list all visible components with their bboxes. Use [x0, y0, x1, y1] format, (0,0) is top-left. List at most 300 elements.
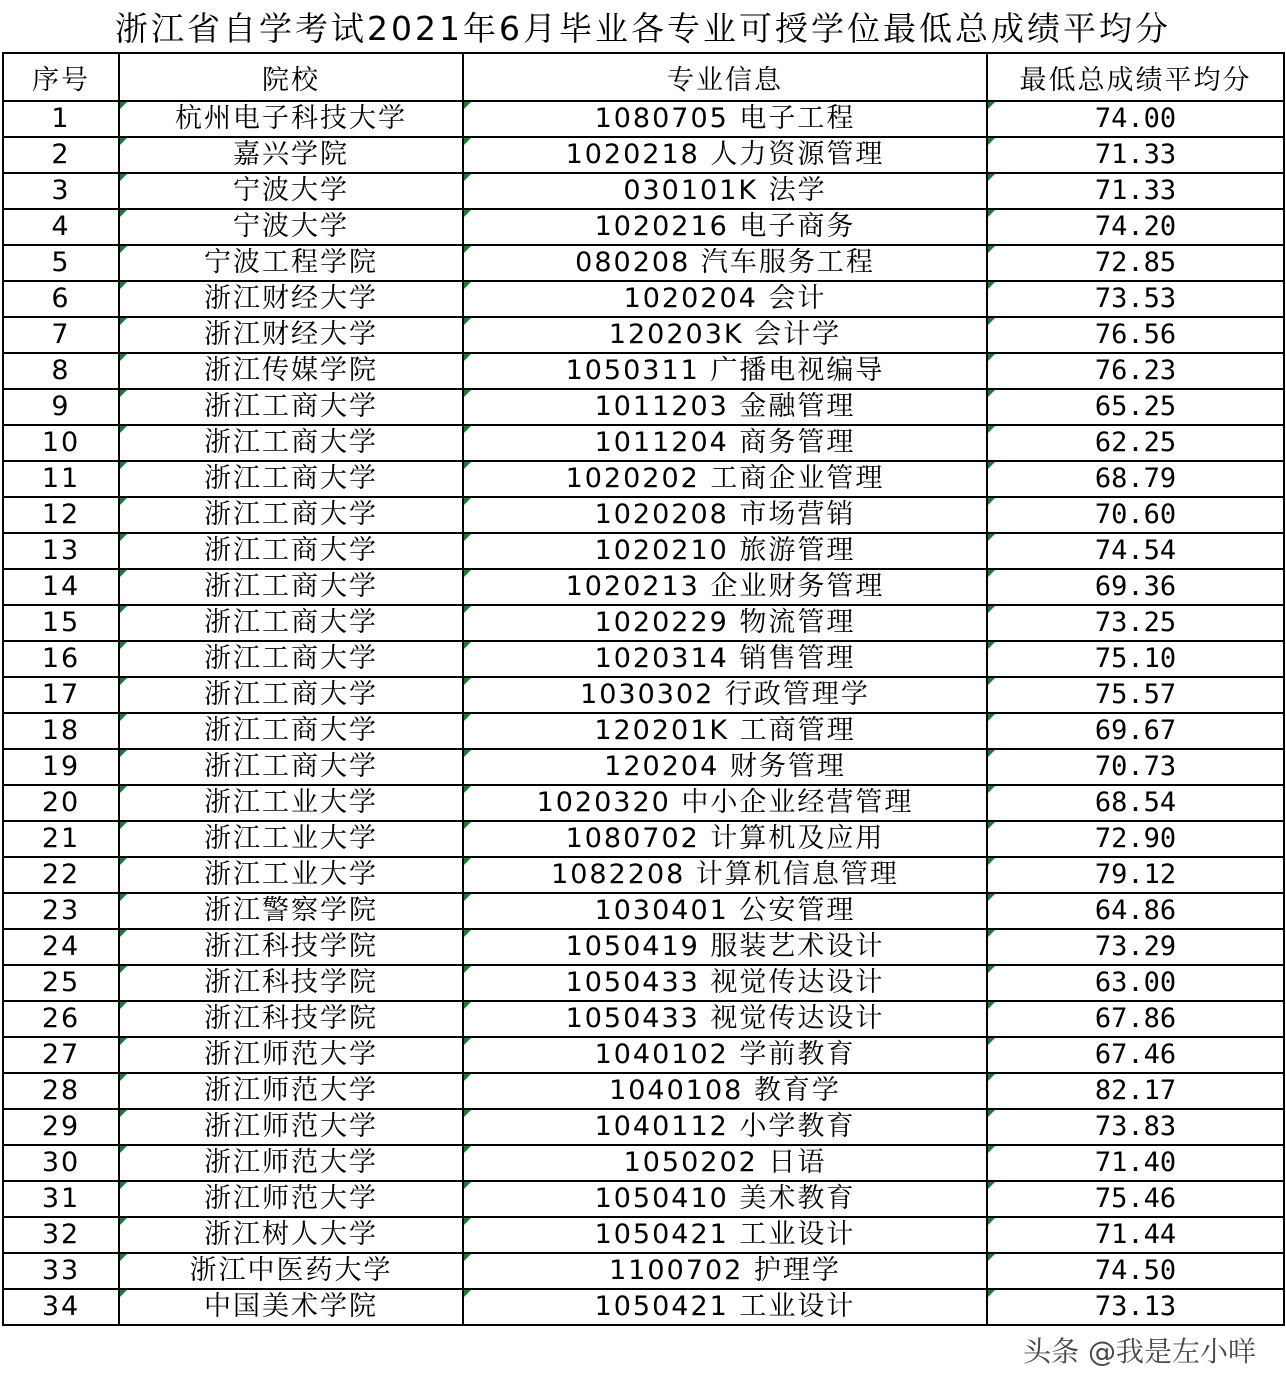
cell-major	[463, 389, 987, 425]
cell-marker	[464, 894, 471, 901]
cell-score-text: 74.00	[1094, 103, 1177, 134]
cell-school	[119, 569, 463, 605]
cell-marker	[120, 462, 127, 469]
cell-marker	[464, 102, 471, 109]
cell-school	[119, 641, 463, 677]
cell-score-text: 69.67	[1094, 715, 1177, 746]
cell-score-text: 73.53	[1094, 283, 1177, 314]
cell-index: 24	[3, 929, 119, 965]
table-row	[3, 749, 1284, 785]
cell-school-text: 浙江树人大学	[204, 1219, 378, 1250]
cell-marker	[988, 1182, 995, 1189]
cell-school	[119, 1073, 463, 1109]
cell-school-text: 浙江工商大学	[204, 643, 378, 674]
cell-major-text: 1040112 小学教育	[594, 1111, 856, 1142]
cell-index: 20	[3, 785, 119, 821]
cell-index: 23	[3, 893, 119, 929]
table-row	[3, 1253, 1284, 1289]
cell-index: 34	[3, 1289, 119, 1325]
cell-score	[987, 137, 1284, 173]
cell-major	[463, 281, 987, 317]
cell-school-text: 浙江师范大学	[204, 1111, 378, 1142]
cell-major-text: 080208 汽车服务工程	[575, 247, 875, 278]
cell-marker	[464, 1290, 471, 1297]
table-row	[3, 893, 1284, 929]
cell-score-text: 74.20	[1094, 211, 1177, 242]
cell-major-text: 1050421 工业设计	[594, 1291, 856, 1322]
cell-major-text: 1020216 电子商务	[594, 211, 856, 242]
cell-score-text: 62.25	[1094, 427, 1177, 458]
cell-major	[463, 245, 987, 281]
cell-marker	[464, 282, 471, 289]
cell-marker	[464, 1218, 471, 1225]
cell-marker	[120, 714, 127, 721]
table-row	[3, 1289, 1284, 1325]
cell-major	[463, 857, 987, 893]
cell-marker	[120, 534, 127, 541]
cell-score	[987, 929, 1284, 965]
cell-index: 21	[3, 821, 119, 857]
cell-school	[119, 425, 463, 461]
cell-marker	[988, 858, 995, 865]
cell-school-text: 浙江工商大学	[204, 607, 378, 638]
table-row	[3, 641, 1284, 677]
cell-school-text: 浙江师范大学	[204, 1039, 378, 1070]
cell-index: 30	[3, 1145, 119, 1181]
page-title: 浙江省自学考试2021年6月毕业各专业可授学位最低总成绩平均分	[115, 8, 1171, 48]
cell-major-text: 1020218 人力资源管理	[565, 139, 885, 170]
cell-score	[987, 425, 1284, 461]
cell-index: 8	[3, 353, 119, 389]
cell-marker	[120, 570, 127, 577]
table-row	[3, 821, 1284, 857]
cell-marker	[464, 966, 471, 973]
cell-school-text: 浙江工商大学	[204, 391, 378, 422]
cell-school	[119, 137, 463, 173]
cell-marker	[120, 750, 127, 757]
cell-score	[987, 821, 1284, 857]
cell-major-text: 1050433 视觉传达设计	[565, 1003, 885, 1034]
cell-major	[463, 677, 987, 713]
table-row	[3, 569, 1284, 605]
cell-major	[463, 497, 987, 533]
cell-marker	[120, 1038, 127, 1045]
cell-major-text: 1011204 商务管理	[594, 427, 856, 458]
cell-score-text: 70.73	[1094, 751, 1177, 782]
cell-marker	[464, 210, 471, 217]
cell-school-text: 中国美术学院	[204, 1291, 378, 1322]
cell-score	[987, 1145, 1284, 1181]
cell-major-text: 1080702 计算机及应用	[565, 823, 885, 854]
cell-marker	[988, 1038, 995, 1045]
cell-school-text: 浙江工业大学	[204, 787, 378, 818]
cell-marker	[120, 822, 127, 829]
cell-school-text: 浙江工商大学	[204, 535, 378, 566]
cell-marker	[464, 642, 471, 649]
cell-index: 19	[3, 749, 119, 785]
cell-index: 7	[3, 317, 119, 353]
cell-marker	[464, 138, 471, 145]
cell-major	[463, 1001, 987, 1037]
cell-marker	[120, 210, 127, 217]
cell-index: 22	[3, 857, 119, 893]
cell-school	[119, 677, 463, 713]
cell-major-text: 1011203 金融管理	[594, 391, 856, 422]
cell-school	[119, 821, 463, 857]
cell-marker	[988, 606, 995, 613]
cell-index: 14	[3, 569, 119, 605]
cell-marker	[464, 246, 471, 253]
cell-marker	[464, 1110, 471, 1117]
table-row	[3, 1073, 1284, 1109]
cell-major-text: 1050433 视觉传达设计	[565, 967, 885, 998]
cell-major	[463, 1109, 987, 1145]
cell-index: 31	[3, 1181, 119, 1217]
cell-score	[987, 497, 1284, 533]
cell-school-text: 浙江工商大学	[204, 463, 378, 494]
cell-marker	[120, 1290, 127, 1297]
cell-major-text: 030101K 法学	[623, 175, 827, 206]
cell-school	[119, 605, 463, 641]
cell-marker	[120, 1002, 127, 1009]
cell-score-text: 73.25	[1094, 607, 1177, 638]
cell-marker	[464, 786, 471, 793]
cell-school	[119, 1109, 463, 1145]
cell-school	[119, 893, 463, 929]
cell-index: 9	[3, 389, 119, 425]
cell-major-text: 1040102 学前教育	[594, 1039, 856, 1070]
cell-score-text: 75.57	[1094, 679, 1177, 710]
cell-marker	[464, 822, 471, 829]
cell-marker	[120, 1182, 127, 1189]
cell-score-text: 71.40	[1094, 1147, 1177, 1178]
cell-marker	[464, 714, 471, 721]
cell-school	[119, 785, 463, 821]
cell-major	[463, 1145, 987, 1181]
cell-score-text: 70.60	[1094, 499, 1177, 530]
cell-major	[463, 605, 987, 641]
cell-marker	[120, 282, 127, 289]
cell-school	[119, 317, 463, 353]
cell-marker	[120, 606, 127, 613]
cell-school	[119, 497, 463, 533]
table-row	[3, 785, 1284, 821]
table-row	[3, 173, 1284, 209]
cell-marker	[120, 786, 127, 793]
cell-marker	[464, 354, 471, 361]
cell-score-text: 64.86	[1094, 895, 1177, 926]
cell-major	[463, 1289, 987, 1325]
cell-major-text: 1020213 企业财务管理	[565, 571, 885, 602]
cell-score-text: 76.56	[1094, 319, 1177, 350]
cell-marker	[988, 750, 995, 757]
cell-major-text: 120203K 会计学	[608, 319, 842, 350]
cell-school-text: 浙江师范大学	[204, 1147, 378, 1178]
cell-school	[119, 173, 463, 209]
cell-marker	[988, 1290, 995, 1297]
cell-major-text: 120201K 工商管理	[594, 715, 856, 746]
cell-marker	[120, 426, 127, 433]
cell-major-text: 1020210 旅游管理	[594, 535, 856, 566]
cell-marker	[464, 498, 471, 505]
cell-school-text: 浙江工商大学	[204, 715, 378, 746]
table-row	[3, 1181, 1284, 1217]
cell-marker	[988, 138, 995, 145]
table-row	[3, 1001, 1284, 1037]
cell-index: 25	[3, 965, 119, 1001]
cell-score-text: 79.12	[1094, 859, 1177, 890]
cell-score	[987, 713, 1284, 749]
header-row	[3, 53, 1284, 101]
header-school: 院校	[119, 53, 463, 101]
header-score: 最低总成绩平均分	[987, 53, 1284, 101]
cell-index: 12	[3, 497, 119, 533]
cell-score	[987, 173, 1284, 209]
cell-score-text: 74.54	[1094, 535, 1177, 566]
cell-score	[987, 1109, 1284, 1145]
cell-major-text: 120204 财务管理	[604, 751, 846, 782]
cell-marker	[988, 1146, 995, 1153]
cell-school-text: 浙江财经大学	[204, 283, 378, 314]
cell-marker	[464, 426, 471, 433]
cell-school-text: 浙江工商大学	[204, 679, 378, 710]
table-row	[3, 281, 1284, 317]
cell-score-text: 76.23	[1094, 355, 1177, 386]
cell-major	[463, 101, 987, 137]
cell-marker	[464, 174, 471, 181]
cell-major	[463, 533, 987, 569]
table-row	[3, 929, 1284, 965]
cell-score	[987, 569, 1284, 605]
cell-score-text: 71.44	[1094, 1219, 1177, 1250]
cell-major-text: 1020320 中小企业经营管理	[536, 787, 914, 818]
table-row	[3, 461, 1284, 497]
cell-major-text: 1030302 行政管理学	[580, 679, 870, 710]
cell-marker	[120, 1254, 127, 1261]
cell-school-text: 浙江传媒学院	[204, 355, 378, 386]
cell-marker	[464, 534, 471, 541]
cell-major	[463, 713, 987, 749]
cell-index: 5	[3, 245, 119, 281]
cell-marker	[988, 174, 995, 181]
cell-marker	[120, 642, 127, 649]
table-row	[3, 497, 1284, 533]
cell-index: 10	[3, 425, 119, 461]
cell-marker	[464, 678, 471, 685]
cell-school	[119, 1001, 463, 1037]
cell-marker	[120, 678, 127, 685]
cell-major	[463, 461, 987, 497]
cell-major-text: 1020202 工商企业管理	[565, 463, 885, 494]
cell-major	[463, 1037, 987, 1073]
cell-score-text: 75.10	[1094, 643, 1177, 674]
table-row	[3, 1217, 1284, 1253]
cell-school	[119, 857, 463, 893]
cell-major	[463, 893, 987, 929]
cell-school	[119, 461, 463, 497]
cell-major	[463, 317, 987, 353]
cell-marker	[988, 282, 995, 289]
cell-marker	[988, 102, 995, 109]
cell-marker	[988, 570, 995, 577]
cell-marker	[120, 966, 127, 973]
cell-marker	[988, 354, 995, 361]
cell-marker	[120, 858, 127, 865]
table-row	[3, 713, 1284, 749]
cell-school-text: 浙江科技学院	[204, 1003, 378, 1034]
cell-index: 15	[3, 605, 119, 641]
cell-marker	[988, 894, 995, 901]
cell-major	[463, 749, 987, 785]
cell-score	[987, 893, 1284, 929]
cell-marker	[988, 1002, 995, 1009]
cell-marker	[464, 750, 471, 757]
cell-school-text: 浙江科技学院	[204, 967, 378, 998]
table-row	[3, 533, 1284, 569]
cell-marker	[988, 318, 995, 325]
cell-marker	[464, 1038, 471, 1045]
cell-index: 29	[3, 1109, 119, 1145]
cell-marker	[988, 210, 995, 217]
cell-index: 28	[3, 1073, 119, 1109]
cell-marker	[988, 678, 995, 685]
cell-score-text: 71.33	[1094, 175, 1177, 206]
cell-marker	[464, 1254, 471, 1261]
cell-score	[987, 1037, 1284, 1073]
cell-score-text: 71.33	[1094, 139, 1177, 170]
cell-school	[119, 209, 463, 245]
cell-school	[119, 533, 463, 569]
cell-school-text: 浙江警察学院	[204, 895, 378, 926]
cell-major	[463, 1181, 987, 1217]
cell-score-text: 69.36	[1094, 571, 1177, 602]
cell-marker	[120, 1218, 127, 1225]
table-row	[3, 1037, 1284, 1073]
cell-marker	[120, 102, 127, 109]
cell-marker	[464, 1182, 471, 1189]
table-row	[3, 137, 1284, 173]
cell-marker	[988, 390, 995, 397]
cell-major-text: 1050311 广播电视编导	[565, 355, 885, 386]
cell-score-text: 72.85	[1094, 247, 1177, 278]
cell-major	[463, 425, 987, 461]
cell-index: 17	[3, 677, 119, 713]
cell-score-text: 75.46	[1094, 1183, 1177, 1214]
cell-marker	[464, 1002, 471, 1009]
cell-score	[987, 533, 1284, 569]
cell-marker	[988, 822, 995, 829]
cell-school-text: 浙江工商大学	[204, 499, 378, 530]
cell-school	[119, 749, 463, 785]
cell-major	[463, 353, 987, 389]
cell-marker	[120, 930, 127, 937]
cell-marker	[988, 1074, 995, 1081]
table-row	[3, 1109, 1284, 1145]
cell-index: 4	[3, 209, 119, 245]
cell-marker	[988, 534, 995, 541]
cell-score	[987, 749, 1284, 785]
cell-school	[119, 1253, 463, 1289]
cell-score	[987, 605, 1284, 641]
cell-school-text: 浙江师范大学	[204, 1183, 378, 1214]
cell-major	[463, 641, 987, 677]
cell-score-text: 63.00	[1094, 967, 1177, 998]
cell-index: 33	[3, 1253, 119, 1289]
cell-score	[987, 101, 1284, 137]
cell-index: 13	[3, 533, 119, 569]
cell-score-text: 73.83	[1094, 1111, 1177, 1142]
cell-major	[463, 785, 987, 821]
cell-school-text: 宁波大学	[233, 211, 349, 242]
cell-major	[463, 173, 987, 209]
cell-school-text: 浙江中医药大学	[189, 1255, 393, 1286]
cell-index: 1	[3, 101, 119, 137]
cell-marker	[464, 462, 471, 469]
table-row	[3, 101, 1284, 137]
cell-marker	[988, 786, 995, 793]
cell-marker	[464, 930, 471, 937]
cell-marker	[120, 894, 127, 901]
cell-school	[119, 1145, 463, 1181]
cell-score	[987, 281, 1284, 317]
cell-major-text: 1080705 电子工程	[594, 103, 856, 134]
cell-marker	[988, 966, 995, 973]
cell-marker	[120, 1074, 127, 1081]
cell-major-text: 1030401 公安管理	[594, 895, 856, 926]
table-row	[3, 245, 1284, 281]
cell-score	[987, 1217, 1284, 1253]
cell-school-text: 宁波工程学院	[204, 247, 378, 278]
cell-index: 3	[3, 173, 119, 209]
cell-score	[987, 1289, 1284, 1325]
cell-school	[119, 1037, 463, 1073]
cell-major-text: 1050410 美术教育	[594, 1183, 856, 1214]
cell-score	[987, 245, 1284, 281]
cell-school	[119, 101, 463, 137]
cell-major-text: 1050421 工业设计	[594, 1219, 856, 1250]
cell-school-text: 浙江师范大学	[204, 1075, 378, 1106]
cell-marker	[988, 246, 995, 253]
cell-major	[463, 137, 987, 173]
cell-score-text: 72.90	[1094, 823, 1177, 854]
cell-score	[987, 209, 1284, 245]
cell-marker	[988, 714, 995, 721]
cell-score-text: 65.25	[1094, 391, 1177, 422]
watermark: 头条 @我是左小咩	[1023, 1335, 1256, 1368]
cell-school	[119, 353, 463, 389]
cell-marker	[988, 642, 995, 649]
cell-score-text: 67.86	[1094, 1003, 1177, 1034]
cell-score	[987, 1001, 1284, 1037]
cell-marker	[120, 1110, 127, 1117]
cell-marker	[120, 1146, 127, 1153]
table-row	[3, 353, 1284, 389]
table-row	[3, 677, 1284, 713]
table-row	[3, 425, 1284, 461]
cell-score	[987, 1181, 1284, 1217]
cell-score-text: 74.50	[1094, 1255, 1177, 1286]
cell-marker	[988, 426, 995, 433]
cell-school	[119, 1217, 463, 1253]
cell-index: 6	[3, 281, 119, 317]
cell-school-text: 浙江科技学院	[204, 931, 378, 962]
cell-index: 18	[3, 713, 119, 749]
cell-marker	[988, 930, 995, 937]
cell-marker	[464, 606, 471, 613]
cell-marker	[120, 318, 127, 325]
table-row	[3, 389, 1284, 425]
cell-score	[987, 1253, 1284, 1289]
